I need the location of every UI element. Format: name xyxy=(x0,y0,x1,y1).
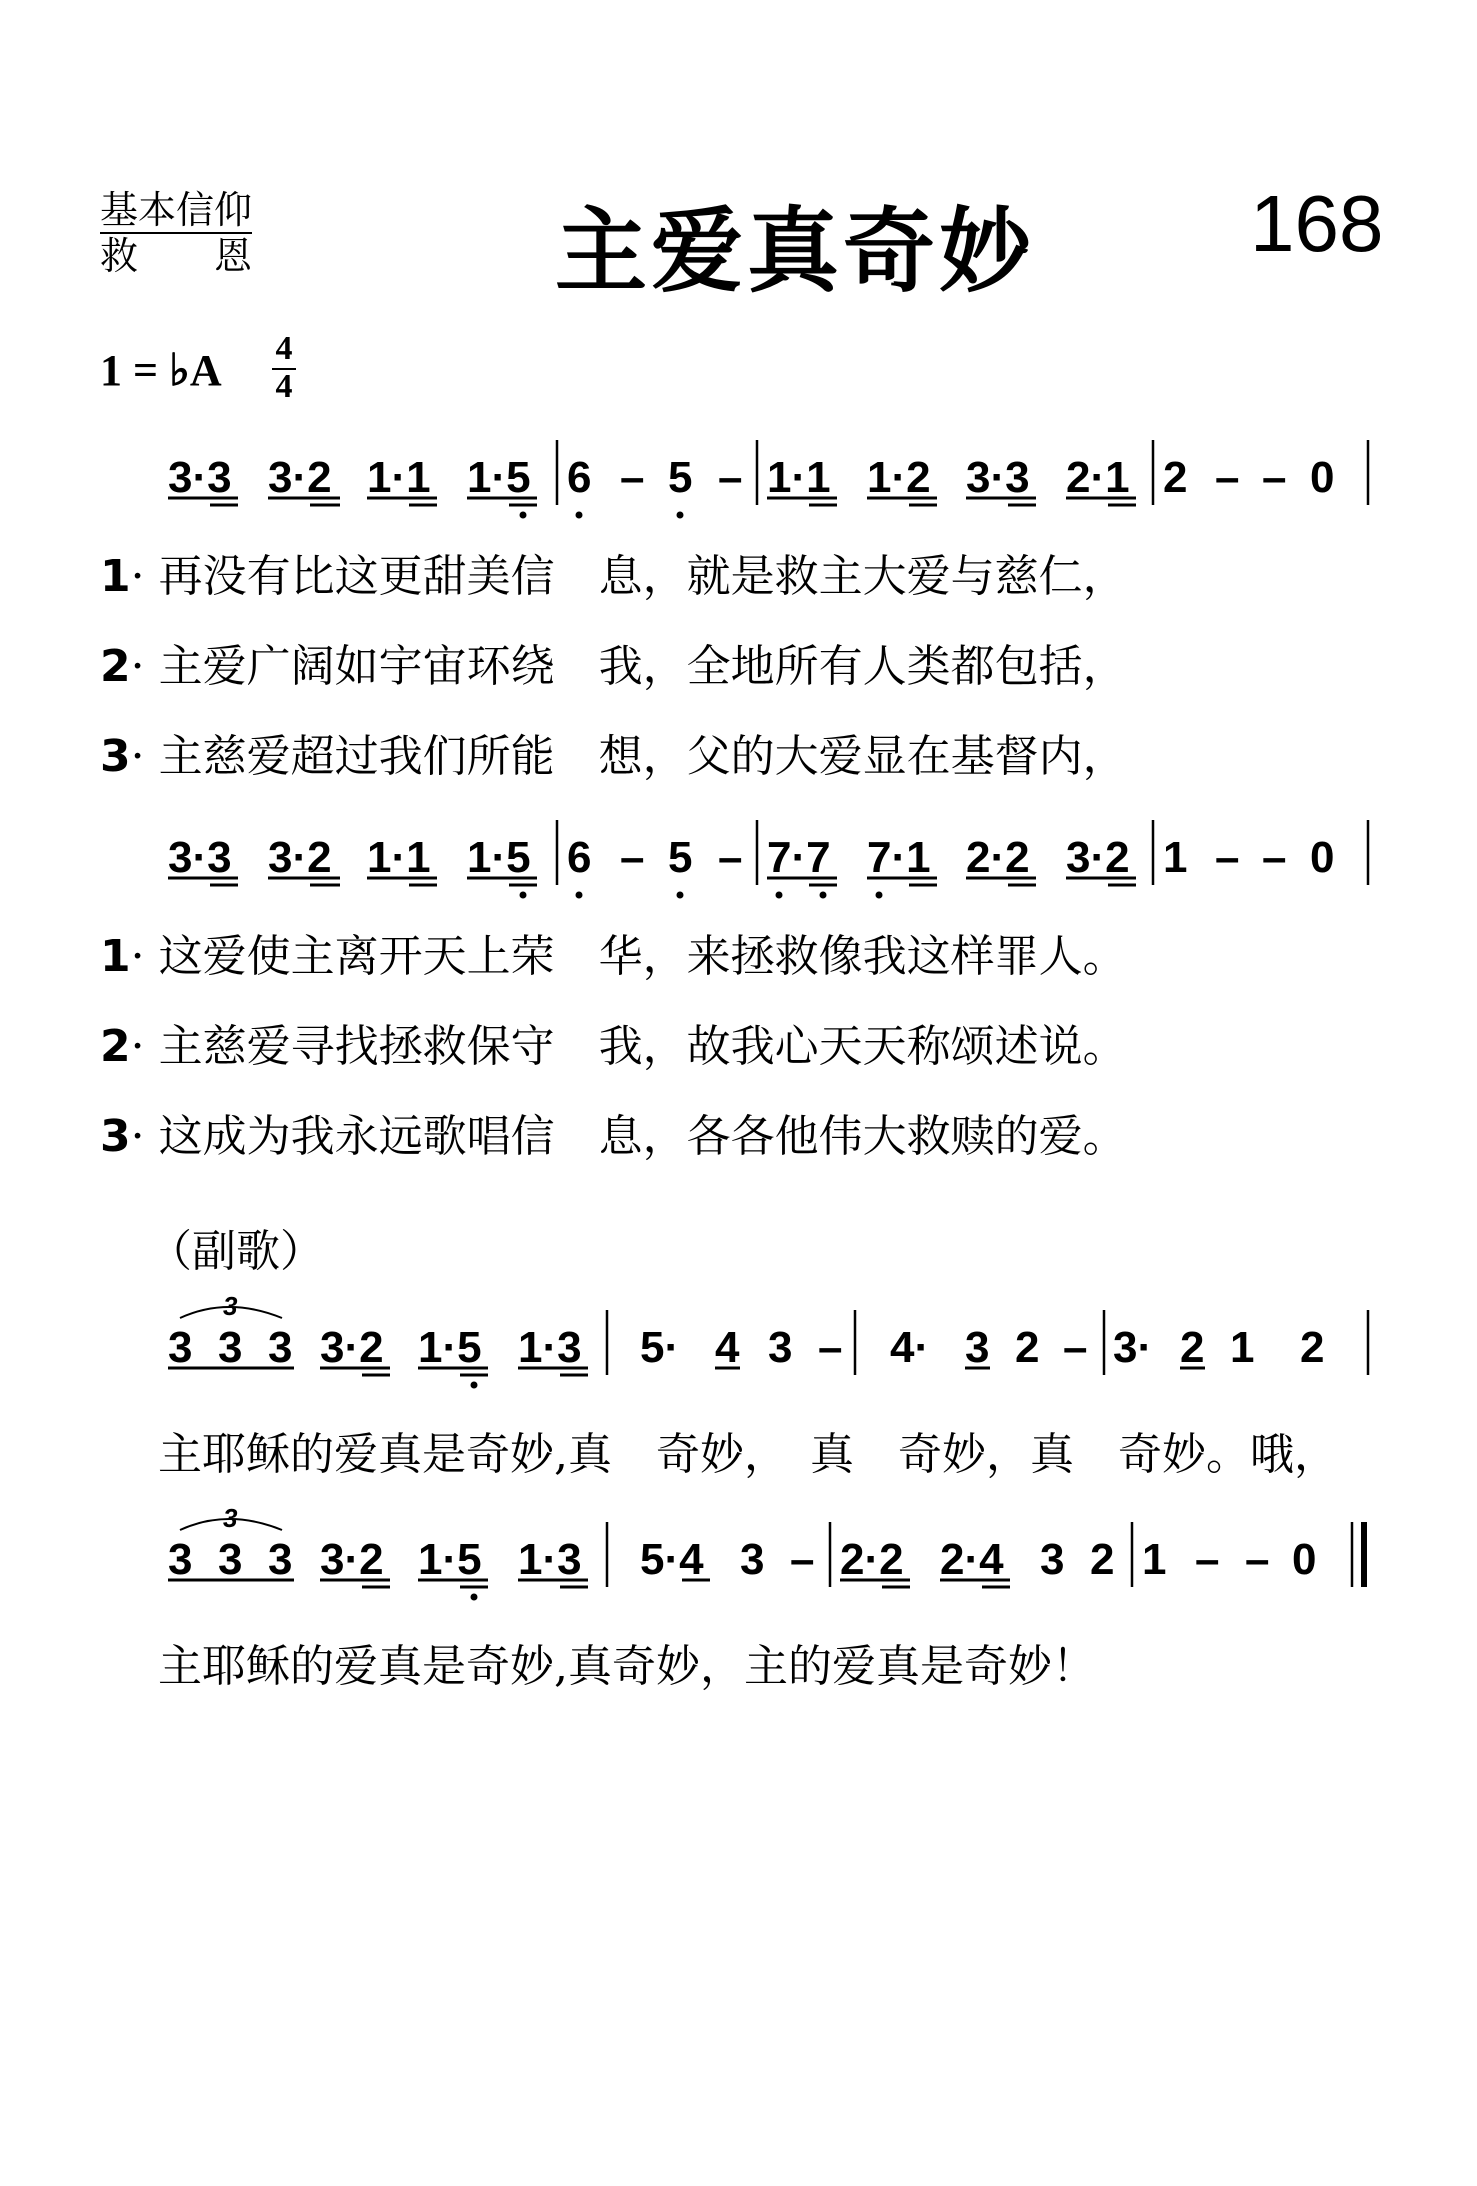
svg-text:–: – xyxy=(818,1323,843,1372)
svg-text:3: 3 xyxy=(268,1323,293,1372)
verse-3-line-1: 3· 主慈爱超过我们所能 想，父的大爱显在基督内， xyxy=(100,731,1127,782)
svg-text:2: 2 xyxy=(1180,1323,1205,1372)
svg-text:3·3: 3·3 xyxy=(966,453,1030,502)
svg-text:2: 2 xyxy=(1090,1535,1115,1584)
svg-text:1·5: 1·5 xyxy=(467,453,531,502)
chorus-label: （副歌） xyxy=(148,1226,324,1277)
svg-text:1·5: 1·5 xyxy=(418,1323,482,1372)
svg-text:1·5: 1·5 xyxy=(418,1535,482,1584)
svg-text:3: 3 xyxy=(223,1503,238,1533)
svg-text:3: 3 xyxy=(168,1535,193,1584)
verse-1-line-1: 1· 再没有比这更甜美信 息，就是救主大爱与慈仁， xyxy=(100,551,1127,602)
key-signature: 1 = ♭A xyxy=(100,346,222,395)
svg-text:1·5: 1·5 xyxy=(467,833,531,882)
hymn-number: 168 xyxy=(1250,179,1384,268)
svg-text:2: 2 xyxy=(1300,1323,1325,1372)
time-denominator: 4 xyxy=(275,368,293,405)
hymn-title: 主爱真奇妙 xyxy=(555,197,1036,305)
svg-text:0: 0 xyxy=(1310,833,1335,882)
svg-text:0: 0 xyxy=(1292,1535,1317,1584)
svg-text:1·1: 1·1 xyxy=(767,453,831,502)
svg-text:3: 3 xyxy=(965,1323,990,1372)
svg-text:1·3: 1·3 xyxy=(518,1535,582,1584)
svg-text:3·2: 3·2 xyxy=(320,1323,384,1372)
svg-text:3: 3 xyxy=(218,1535,243,1584)
chorus-line-1: 主耶稣的爱真是奇妙,真 奇妙， 真 奇妙，真 奇妙。哦， xyxy=(158,1429,1338,1480)
svg-text:–: – xyxy=(1262,833,1287,882)
svg-text:2·4: 2·4 xyxy=(940,1535,1004,1584)
svg-text:6: 6 xyxy=(567,833,592,882)
category-primary: 基本信仰 xyxy=(100,188,253,232)
svg-text:2·2: 2·2 xyxy=(840,1535,904,1584)
svg-text:3: 3 xyxy=(740,1535,765,1584)
verse-1-line-2: 1· 这爱使主离开天上荣 华，来拯救像我这样罪人。 xyxy=(100,931,1127,982)
time-numerator: 4 xyxy=(275,330,293,367)
svg-text:3: 3 xyxy=(768,1323,793,1372)
svg-text:0: 0 xyxy=(1310,453,1335,502)
verse-2-line-1: 2· 主爱广阔如宇宙环绕 我，全地所有人类都包括， xyxy=(100,641,1127,692)
triplet-mark: 3 xyxy=(223,1291,238,1321)
svg-text:–: – xyxy=(1195,1535,1220,1584)
svg-text:7·7: 7·7 xyxy=(767,833,831,882)
svg-text:–: – xyxy=(620,453,645,502)
svg-text:5: 5 xyxy=(668,833,693,882)
svg-text:3·2: 3·2 xyxy=(1066,833,1130,882)
svg-text:6: 6 xyxy=(567,453,592,502)
svg-text:3·3: 3·3 xyxy=(168,453,232,502)
svg-text:7·1: 7·1 xyxy=(867,833,931,882)
svg-text:1: 1 xyxy=(1142,1535,1167,1584)
svg-text:4: 4 xyxy=(715,1323,740,1372)
notation-row-4 xyxy=(168,1503,1364,1601)
svg-text:–: – xyxy=(790,1535,815,1584)
notation-row-1 xyxy=(168,440,1368,519)
svg-text:1: 1 xyxy=(1163,833,1188,882)
notation-row-3 xyxy=(168,1291,1368,1389)
verse-3-line-2: 3· 这成为我永远歌唱信 息，各各他伟大救赎的爱。 xyxy=(100,1111,1127,1162)
svg-text:–: – xyxy=(1245,1535,1270,1584)
svg-text:5: 5 xyxy=(668,453,693,502)
svg-text:3·2: 3·2 xyxy=(268,453,332,502)
svg-text:2·2: 2·2 xyxy=(966,833,1030,882)
svg-text:3·2: 3·2 xyxy=(268,833,332,882)
svg-text:4·: 4· xyxy=(890,1323,930,1372)
chorus-line-2: 主耶稣的爱真是奇妙,真奇妙，主的爱真是奇妙！ xyxy=(158,1641,1096,1692)
svg-text:5·: 5· xyxy=(640,1323,680,1372)
svg-text:3: 3 xyxy=(1040,1535,1065,1584)
svg-text:–: – xyxy=(1063,1323,1088,1372)
svg-text:1: 1 xyxy=(1230,1323,1255,1372)
svg-text:3: 3 xyxy=(268,1535,293,1584)
svg-text:3: 3 xyxy=(168,1323,193,1372)
svg-text:2·1: 2·1 xyxy=(1066,453,1130,502)
svg-text:1·2: 1·2 xyxy=(867,453,931,502)
svg-text:–: – xyxy=(718,453,743,502)
svg-text:2: 2 xyxy=(1015,1323,1040,1372)
svg-text:–: – xyxy=(620,833,645,882)
svg-text:–: – xyxy=(718,833,743,882)
svg-text:2: 2 xyxy=(1163,453,1188,502)
category-secondary: 救 恩 xyxy=(100,234,253,278)
svg-text:3·3: 3·3 xyxy=(168,833,232,882)
svg-text:1·3: 1·3 xyxy=(518,1323,582,1372)
verse-2-line-2: 2· 主慈爱寻找拯救保守 我，故我心天天称颂述说。 xyxy=(100,1021,1127,1072)
svg-text:–: – xyxy=(1215,833,1240,882)
svg-text:–: – xyxy=(1262,453,1287,502)
svg-text:1·1: 1·1 xyxy=(367,833,431,882)
notation-row-2 xyxy=(168,820,1368,899)
svg-text:–: – xyxy=(1215,453,1240,502)
svg-text:5·4: 5·4 xyxy=(640,1535,704,1584)
svg-text:3·2: 3·2 xyxy=(320,1535,384,1584)
svg-text:3·: 3· xyxy=(1113,1323,1153,1372)
svg-text:1·1: 1·1 xyxy=(367,453,431,502)
svg-text:3: 3 xyxy=(218,1323,243,1372)
